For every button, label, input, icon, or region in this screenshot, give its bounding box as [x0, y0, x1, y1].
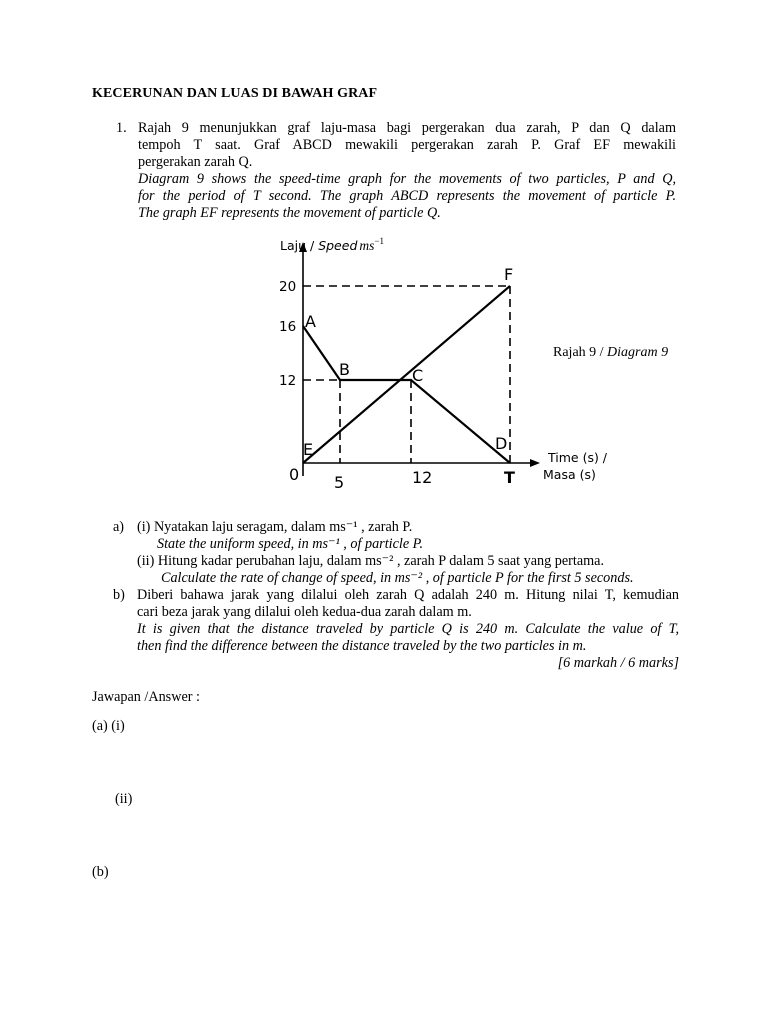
part-a-ii-english: Calculate the rate of change of speed, in ms⁻² , of particle P for the first 5 seconds. [161, 570, 634, 586]
part-b-malay-row-1 [113, 587, 679, 604]
stem-english-line-3: The graph EF represents the movement of particle Q. [138, 205, 441, 221]
part-a-label: a) [113, 519, 125, 535]
answer-b: (b) [92, 864, 109, 880]
point-label-f: F [504, 265, 514, 284]
part-b-english-row-2 [113, 638, 679, 655]
question-parts [113, 519, 679, 672]
caption-english: Diagram 9 [607, 345, 669, 360]
caption-malay: Rajah 9 / [553, 345, 608, 360]
part-b-english-line-1: It is given that the distance traveled by particle Q is 240 m. Calculate the value of T, [137, 621, 679, 637]
y-axis-label: Laju / Speed $ms^{-1}$ [280, 236, 384, 253]
part-a-ii-english-row [113, 570, 679, 587]
answer-label: Jawapan /Answer : [92, 689, 200, 705]
part-a-i-malay-row [113, 519, 679, 536]
point-label-b: B [339, 360, 350, 379]
question-stem [138, 120, 676, 222]
x-tick-5: 5 [334, 473, 345, 492]
point-label-d: D [495, 434, 508, 453]
part-b-malay-line-2: cari beza jarak yang dilalui oleh kedua-dua zarah dalam m. [137, 604, 472, 620]
part-a-ii-malay-row [113, 553, 679, 570]
part-a-i-malay: (i) Nyatakan laju seragam, dalam ms⁻¹ , zarah P. [137, 519, 413, 535]
stem-malay-line-2: tempoh T saat. Graf ABCD mewakili pergerakan zarah P. Graf EF mewakili [138, 137, 676, 153]
stem-english-line-2: for the period of T second. The graph ABCD represents the movement of particle P. [138, 188, 676, 204]
marks-label: [6 markah / 6 marks] [557, 655, 679, 671]
origin-label: 0 [289, 465, 300, 484]
part-b-english-row-1 [113, 621, 679, 638]
speed-time-graph [270, 228, 630, 498]
stem-malay-line-3: pergerakan zarah Q. [138, 154, 253, 170]
stem-english-line-1: Diagram 9 shows the speed-time graph for the movements of two particles, P and Q, [138, 171, 676, 187]
y-tick-12: 12 [279, 373, 297, 389]
series-p-abcd [303, 326, 510, 463]
part-a-i-english: State the uniform speed, in ms⁻¹ , of particle P. [157, 536, 424, 552]
point-label-e: E [303, 440, 314, 459]
marks-row [113, 655, 679, 672]
part-a-i-english-row [113, 536, 679, 553]
part-a-ii-malay: (ii) Hitung kadar perubahan laju, dalam ms⁻² , zarah P dalam 5 saat yang pertama. [137, 553, 605, 569]
point-label-c: C [412, 366, 424, 385]
question-number: 1. [116, 120, 127, 136]
answer-a-i: (a) (i) [92, 718, 125, 734]
point-label-a: A [305, 312, 316, 331]
answer-a-ii: (ii) [115, 791, 133, 807]
part-b-malay-row-2 [113, 604, 679, 621]
x-axis-arrow-icon [530, 459, 540, 467]
y-tick-16: 16 [279, 319, 297, 335]
x-tick-t: T [504, 468, 515, 487]
part-b-malay-line-1: Diberi bahawa jarak yang dilalui oleh zarah Q adalah 240 m. Hitung nilai T, kemudian [137, 587, 679, 603]
part-b-label: b) [113, 587, 125, 603]
part-b-english-line-2: then find the difference between the distance traveled by the two particles in m. [137, 638, 587, 654]
x-axis-label-line-1: Time (s) / [548, 450, 608, 465]
x-axis-label-line-2: Masa (s) [543, 467, 596, 482]
y-tick-20: 20 [279, 279, 297, 295]
page-heading: KECERUNAN DAN LUAS DI BAWAH GRAF [92, 86, 378, 101]
diagram-caption [553, 345, 668, 361]
x-tick-12: 12 [412, 468, 433, 487]
stem-malay-line-1: Rajah 9 menunjukkan graf laju-masa bagi pergerakan dua zarah, P dan Q dalam [138, 120, 676, 136]
